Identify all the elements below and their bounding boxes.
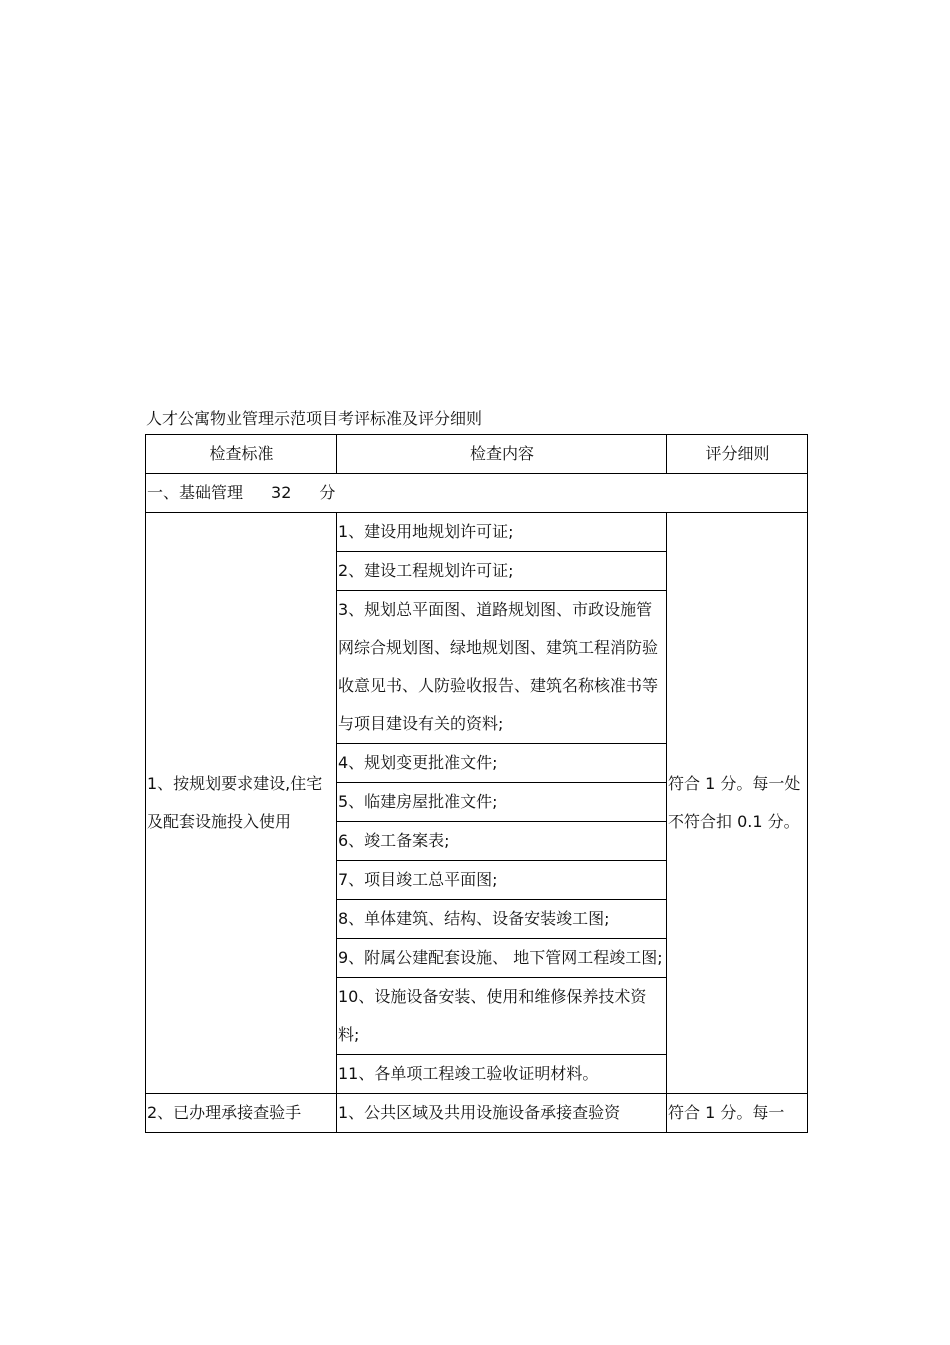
header-score: 评分细则 bbox=[667, 435, 808, 474]
scoring-table bbox=[145, 434, 808, 1133]
standard-cell: 1、按规划要求建设,住宅及配套设施投入使用 bbox=[146, 513, 337, 1094]
table-row bbox=[146, 1094, 808, 1133]
content-item: 11、各单项工程竣工验收证明材料。 bbox=[337, 1055, 667, 1094]
content-item: 10、设施设备安装、使用和维修保养技术资料; bbox=[337, 978, 667, 1055]
score-cell: 符合 1 分。每一处不符合扣 0.1 分。 bbox=[667, 513, 808, 1094]
header-standard: 检查标准 bbox=[146, 435, 337, 474]
content-item: 7、项目竣工总平面图; bbox=[337, 861, 667, 900]
document-title: 人才公寓物业管理示范项目考评标准及评分细则 bbox=[146, 409, 483, 428]
content-item: 1、建设用地规划许可证; bbox=[337, 513, 667, 552]
content-item: 5、临建房屋批准文件; bbox=[337, 783, 667, 822]
content-item: 1、公共区域及共用设施设备承接查验资 bbox=[337, 1094, 667, 1133]
content-item: 6、竣工备案表; bbox=[337, 822, 667, 861]
content-item: 3、规划总平面图、道路规划图、市政设施管网综合规划图、绿地规划图、建筑工程消防验收意见书、人防验收报告、建筑名称核准书等与项目建设有关的资料; bbox=[337, 591, 667, 744]
table-row bbox=[146, 513, 808, 552]
section-title bbox=[146, 474, 808, 513]
section-points: 32 bbox=[271, 483, 292, 502]
content-item: 2、建设工程规划许可证; bbox=[337, 552, 667, 591]
content-item: 8、单体建筑、结构、设备安装竣工图; bbox=[337, 900, 667, 939]
section-unit: 分 bbox=[319, 483, 336, 502]
header-content: 检查内容 bbox=[337, 435, 667, 474]
content-item: 4、规划变更批准文件; bbox=[337, 744, 667, 783]
standard-cell: 2、已办理承接查验手 bbox=[146, 1094, 337, 1133]
section-row bbox=[146, 474, 808, 513]
header-row bbox=[146, 435, 808, 474]
content-item: 9、附属公建配套设施、 地下管网工程竣工图; bbox=[337, 939, 667, 978]
section-label: 一、基础管理 bbox=[147, 483, 244, 502]
score-cell: 符合 1 分。每一 bbox=[667, 1094, 808, 1133]
